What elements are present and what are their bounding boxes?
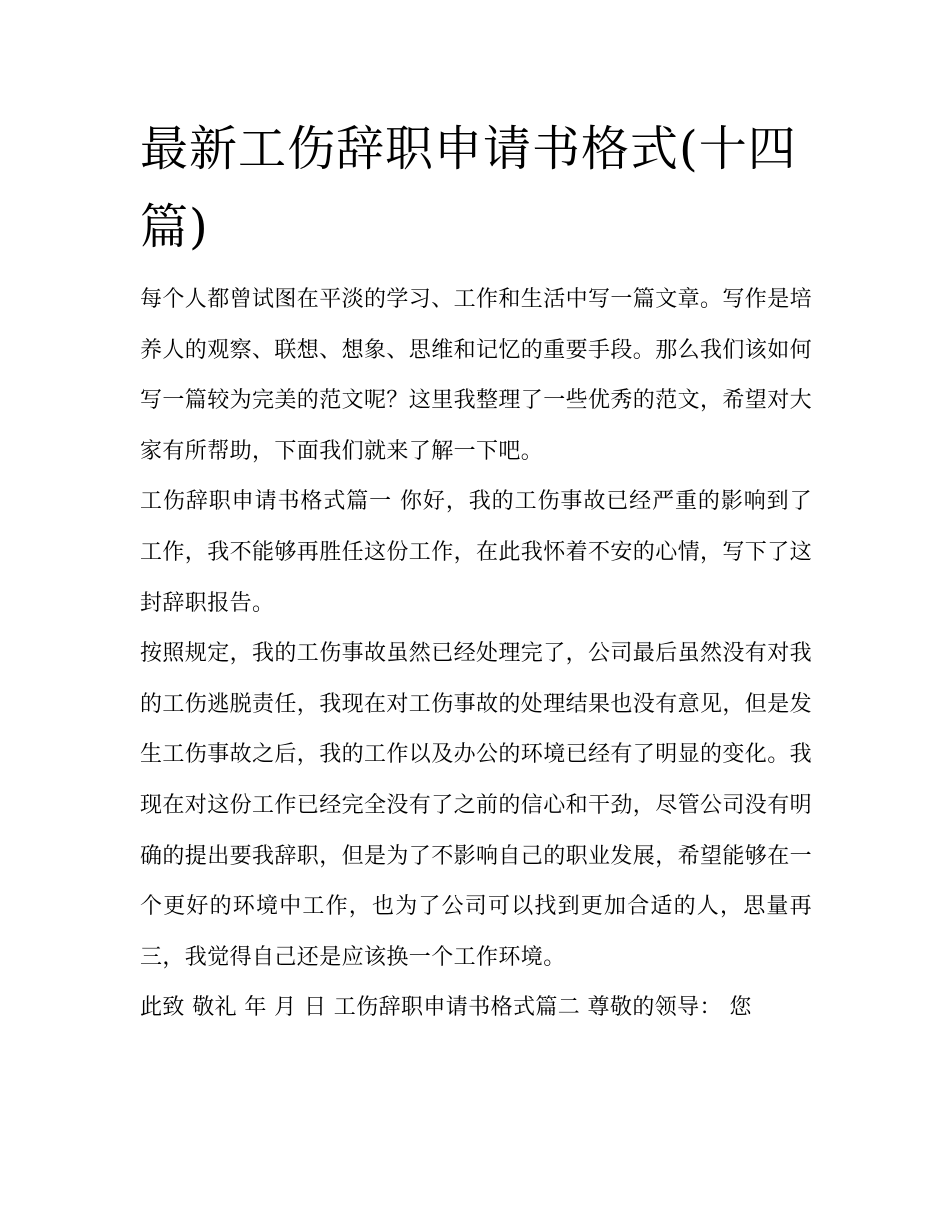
paragraph-closing: 此致 敬礼 年 月 日 工伤辞职申请书格式篇二 尊敬的领导： 您: [140, 995, 752, 1021]
document-body: [140, 275, 812, 1034]
document-title: 最新工伤辞职申请书格式(十四篇): [140, 121, 797, 255]
paragraph-letter-one: 工伤辞职申请书格式篇一 你好，我的工伤事故已经严重的影响到了工作，我不能够再胜任这份工作，在此我怀着不安的心情，写下了这封辞职报告。: [140, 489, 813, 616]
paragraph-regulation: 按照规定，我的工伤事故虽然已经处理完了，公司最后虽然没有对我的工伤逃脱责任，我现在对工伤事故的处理结果也没有意见，但是发生工伤事故之后，我的工作以及办公的环境已经有了明显的变化。我现在对这份工作已经完全没有了之前的信心和干劲，尽管公司没有明确的提出要我辞职，但是为了不影响自己的职业发展，希望能够在一个更好的环境中工作，也为了公司可以找到更加合适的人，思量再三，我觉得自己还是应该换一个工作环境。: [140, 641, 813, 970]
paragraph-intro: 每个人都曾试图在平淡的学习、工作和生活中写一篇文章。写作是培养人的观察、联想、想象、思维和记忆的重要手段。那么我们该如何写一篇较为完美的范文呢？这里我整理了一些优秀的范文，希望对大家有所帮助，下面我们就来了解一下吧。: [140, 287, 813, 464]
